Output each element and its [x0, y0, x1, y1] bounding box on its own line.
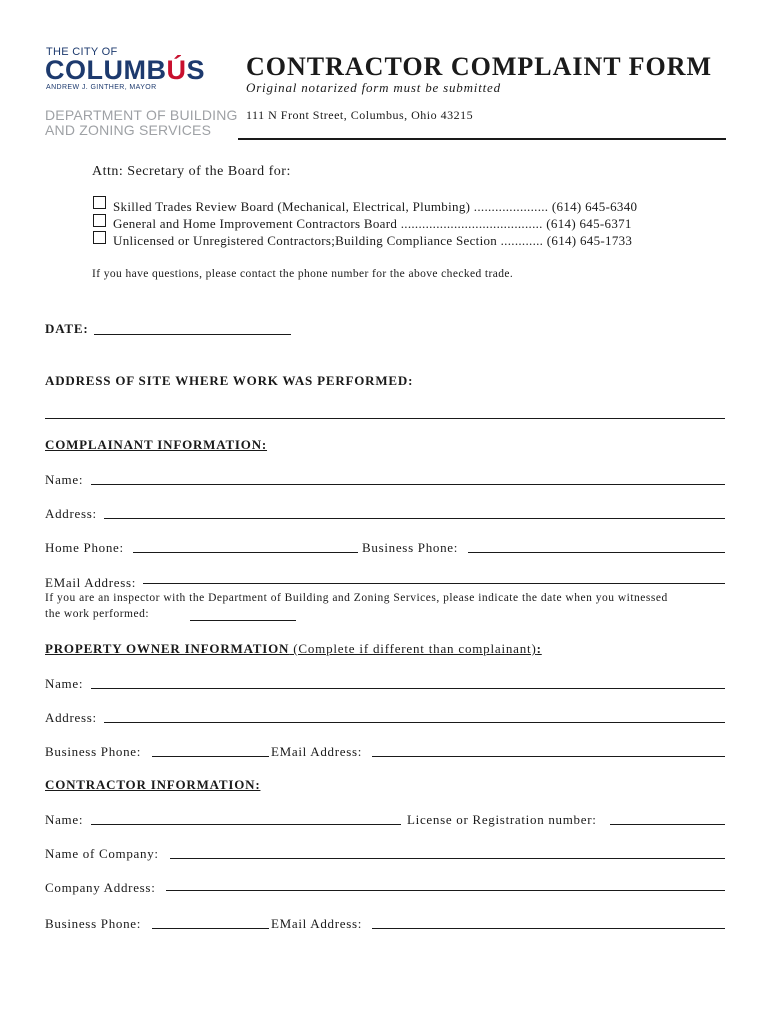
owner-name-field[interactable] [91, 688, 725, 689]
owner-email-field[interactable] [372, 756, 725, 757]
form-title: CONTRACTOR COMPLAINT FORM [246, 52, 713, 81]
office-address: 111 N Front Street, Columbus, Ohio 43215 [246, 108, 474, 122]
board-checkbox-skilled-trades[interactable] [93, 196, 106, 209]
contractor-business-phone-field[interactable] [152, 928, 269, 929]
contractor-license-label: License or Registration number: [407, 812, 597, 827]
board-option-unlicensed: Unlicensed or Unregistered Contractors;Building Compliance Section ............ (614) 645-1733 [113, 233, 633, 248]
board-checkbox-home-improvement[interactable] [93, 214, 106, 227]
header-divider [238, 138, 726, 140]
contractor-license-field[interactable] [610, 824, 725, 825]
board-option-home-improvement: General and Home Improvement Contractors Board ........................................ (614) 645-6371 [113, 216, 632, 231]
owner-heading-note: (Complete if different than complainant) [289, 641, 537, 656]
owner-business-phone-field[interactable] [152, 756, 269, 757]
complainant-home-phone-field[interactable] [133, 552, 358, 553]
complainant-email-field[interactable] [143, 583, 725, 584]
contractor-company-address-field[interactable] [166, 890, 725, 891]
owner-name-label: Name: [45, 676, 84, 691]
complainant-address-field[interactable] [104, 518, 725, 519]
logo-mayor: ANDREW J. GINTHER, MAYOR [46, 84, 157, 91]
owner-heading-text: PROPERTY OWNER INFORMATION [45, 641, 290, 656]
form-subtitle: Original notarized form must be submitted [246, 80, 501, 95]
contractor-email-label: EMail Address: [271, 916, 363, 931]
owner-address-label: Address: [45, 710, 97, 725]
contractor-company-field[interactable] [170, 858, 725, 859]
contractor-name-field[interactable] [91, 824, 401, 825]
department-name-line1: DEPARTMENT OF BUILDING [45, 107, 238, 123]
owner-business-phone-label: Business Phone: [45, 744, 142, 759]
owner-heading [45, 641, 542, 657]
attn-note: If you have questions, please contact the phone number for the above checked trade. [92, 268, 514, 280]
complainant-home-phone-label: Home Phone: [45, 540, 124, 555]
contractor-email-field[interactable] [372, 928, 725, 929]
logo-city-of: THE CITY OF [46, 46, 118, 58]
logo-columbus-part2: S [186, 55, 205, 85]
contractor-business-phone-label: Business Phone: [45, 916, 142, 931]
inspector-note-line2: the work performed: [45, 608, 150, 620]
logo-columbus-part1: COLUMB [45, 55, 167, 85]
complainant-address-label: Address: [45, 506, 97, 521]
contractor-company-label: Name of Company: [45, 846, 159, 861]
complainant-name-label: Name: [45, 472, 84, 487]
owner-address-field[interactable] [104, 722, 725, 723]
contractor-name-label: Name: [45, 812, 84, 827]
attn-label: Attn: Secretary of the Board for: [92, 164, 291, 179]
department-name-line2: AND ZONING SERVICES [45, 122, 212, 138]
complainant-business-phone-label: Business Phone: [362, 540, 459, 555]
board-option-skilled-trades: Skilled Trades Review Board (Mechanical, Electrical, Plumbing) ..................... (614) 645-6340 [113, 199, 638, 214]
complainant-business-phone-field[interactable] [468, 552, 725, 553]
date-field[interactable] [94, 334, 291, 335]
contractor-heading: CONTRACTOR INFORMATION: [45, 777, 261, 792]
date-label: DATE: [45, 321, 89, 336]
owner-heading-colon: : [536, 641, 542, 656]
contractor-company-address-label: Company Address: [45, 880, 156, 895]
board-checkbox-unlicensed[interactable] [93, 231, 106, 244]
logo-columbus-accent: Ú [166, 55, 187, 85]
complainant-name-field[interactable] [91, 484, 725, 485]
logo-columbus [45, 57, 205, 84]
inspector-note-line1: If you are an inspector with the Department of Building and Zoning Services, please indicate the date when you witnessed [45, 592, 668, 604]
site-address-field[interactable] [45, 418, 725, 419]
complainant-heading: COMPLAINANT INFORMATION: [45, 437, 268, 452]
owner-email-label: EMail Address: [271, 744, 363, 759]
inspector-witness-date-field[interactable] [190, 620, 296, 621]
complainant-email-label: EMail Address: [45, 575, 137, 590]
site-address-label: ADDRESS OF SITE WHERE WORK WAS PERFORMED: [45, 373, 414, 388]
